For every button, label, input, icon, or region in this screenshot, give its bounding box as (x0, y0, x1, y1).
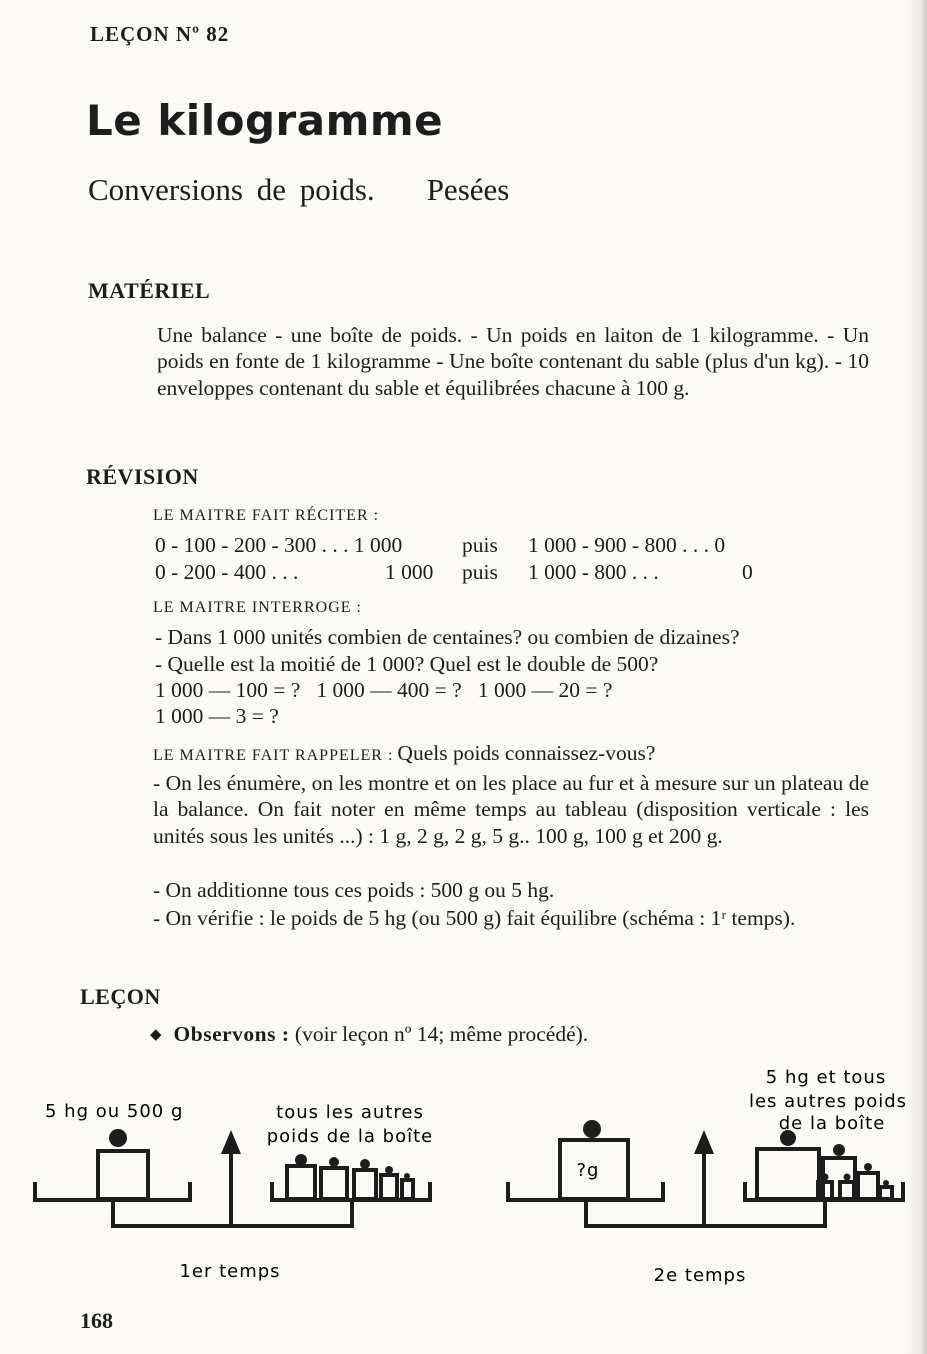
interroge-label: LE MAITRE INTERROGE : (153, 599, 362, 616)
recite-row-2-b: puis (462, 560, 498, 584)
diamond-bullet-icon: ◆ (150, 1027, 162, 1043)
recite-row-2-c: 1 000 - 800 . . . (528, 560, 659, 584)
page-number: 168 (80, 1308, 113, 1333)
label-unknown-g: ?g (576, 1160, 600, 1181)
observons-row (150, 1022, 588, 1047)
weight-small-9 (880, 1187, 892, 1199)
label-5hg-others-line2: les autres poids (748, 1091, 908, 1112)
weight-500g-1 (98, 1151, 148, 1199)
interroge-line-3: 1 000 — 100 = ? 1 000 — 400 = ? 1 000 — 20 = ? (155, 678, 613, 702)
rappeler-row (153, 741, 655, 766)
lesson-number: LEÇON Nº 82 (90, 22, 230, 46)
subtitle-part1: Conversions de poids. (88, 172, 375, 207)
balance-diagram (0, 1060, 927, 1300)
weight-small-7 (840, 1182, 854, 1199)
recite-row-1-a: 0 - 100 - 200 - 300 . . . 1 000 (155, 533, 403, 557)
caption-2nd-time: 2e temps (653, 1265, 747, 1286)
materiel-text: Une balance - une boîte de poids. - Un poids en laiton de 1 kilogramme. - Un poids en fonte de 1 kilogramme - Une boîte contenant du sable (plus d'un kg). - 10 enveloppes contenant du sable et équilibrées chacune à 100 g. (157, 323, 869, 400)
interroge-line-4: 1 000 — 3 = ? (155, 704, 279, 728)
recite-row-1-b: puis (462, 533, 498, 557)
label-other-weights-line1: tous les autres (276, 1102, 424, 1123)
weight-small-2 (321, 1168, 347, 1199)
rappeler-text: - On les énumère, on les montre et on les place au fur et à mesure sur un plateau de la balance. On fait noter en même temps au tableau (disposition verticale : les unités sous les unités ...) : 1 g, 2 g, 2 g, 5 g.. 100 g, 100 g et 200 g. (153, 771, 869, 848)
recite-row-2-a2: 1 000 (385, 560, 434, 584)
balance-1st-time (35, 1151, 430, 1226)
revision-heading: RÉVISION (86, 464, 199, 489)
page-title: Le kilogramme (86, 96, 444, 145)
additionne-line: - On additionne tous ces poids : 500 g ou 5 hg. (153, 878, 555, 902)
verifie-line: - On vérifie : le poids de 5 hg (ou 500 g) fait équilibre (schéma : 1ʳ temps). (153, 906, 796, 930)
pointer-arrow-2 (694, 1130, 714, 1154)
recite-row-1-c: 1 000 - 900 - 800 . . . 0 (528, 533, 726, 557)
lecon-heading: LEÇON (80, 984, 161, 1009)
observons-text: (voir leçon nº 14; même procédé). (294, 1022, 589, 1046)
weight-small-5 (402, 1180, 413, 1199)
interroge-line-2: - Quelle est la moitié de 1 000? Quel est le double de 500? (155, 652, 659, 676)
recite-row-2-a: 0 - 200 - 400 . . . (155, 560, 299, 584)
pointer-arrow-1 (221, 1130, 241, 1154)
label-5hg-others-line3: de la boîte (778, 1113, 886, 1134)
caption-1st-time: 1er temps (179, 1261, 281, 1282)
recite-row-2-c2: 0 (742, 560, 753, 584)
weight-small-4 (381, 1175, 397, 1199)
label-5hg-500g: 5 hg ou 500 g (45, 1101, 184, 1122)
label-5hg-others-line1: 5 hg et tous (765, 1067, 887, 1088)
materiel-heading: MATÉRIEL (88, 278, 211, 303)
interroge-line-1: - Dans 1 000 unités combien de centaines? ou combien de dizaines? (155, 625, 740, 649)
weight-small-3 (354, 1170, 376, 1199)
weight-small-8 (858, 1173, 878, 1199)
rappeler-question: Quels poids connaissez-vous? (397, 741, 656, 765)
observons-label: Observons : (173, 1022, 290, 1046)
rappeler-label: LE MAITRE FAIT RAPPELER : (153, 747, 394, 764)
weight-small-1 (287, 1166, 315, 1199)
page-subtitle (88, 172, 509, 208)
weight-5hg-2 (757, 1149, 819, 1199)
label-other-weights-line2: poids de la boîte (266, 1126, 434, 1147)
recite-label: LE MAITRE FAIT RÉCITER : (153, 507, 380, 524)
subtitle-part2: Pesées (426, 172, 510, 207)
